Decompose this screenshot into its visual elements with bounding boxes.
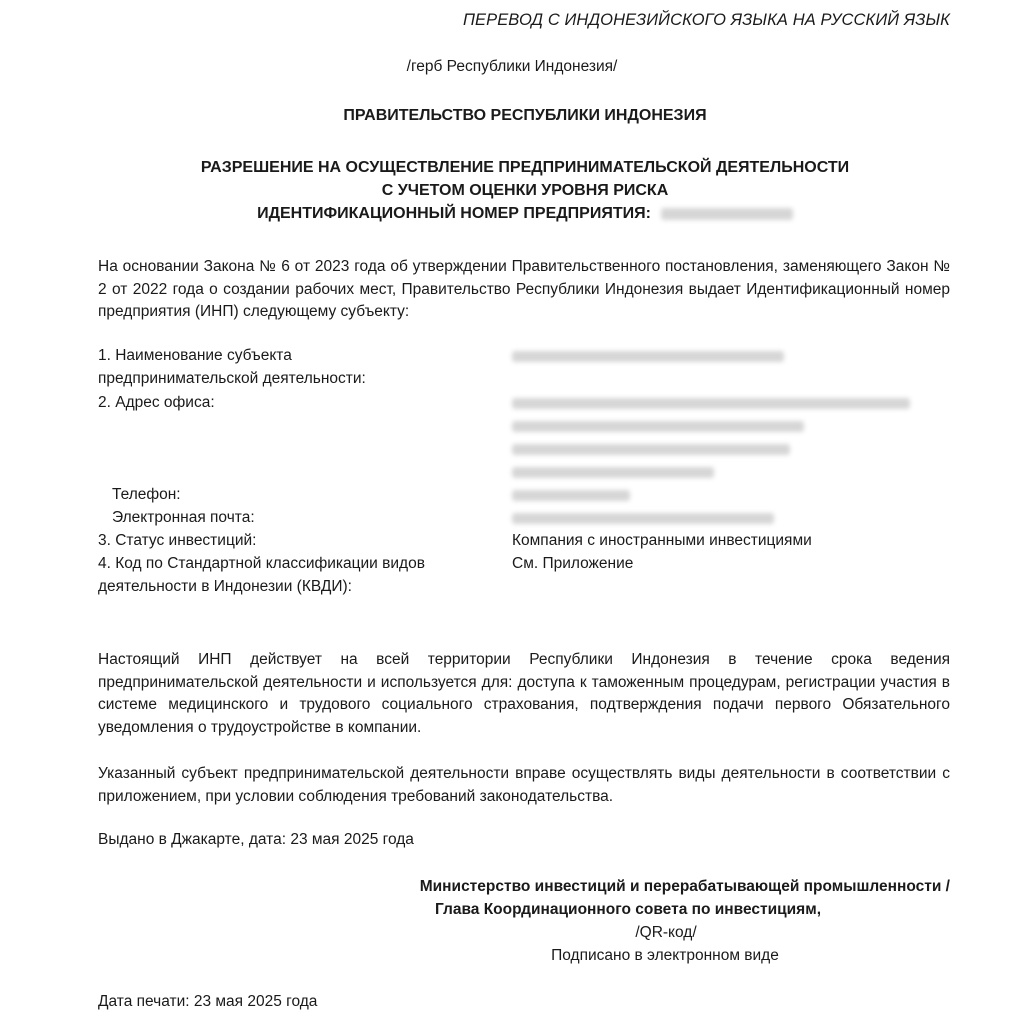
intro-paragraph: На основании Закона № 6 от 2023 года об утверждении Правительственного постановления, заменяющего Закон № 2 от 2022 года о создании рабочих мест, Правительство Республики Индонезия выдает Идентификационный номер предприятия (ИНП) следующему субъекту: <box>98 258 950 320</box>
entitlement-paragraph: Указанный субъект предпринимательской деятельности вправе осуществлять виды деятельности в соответствии с приложением, при условии соблюдения требований законодательства. <box>98 765 950 805</box>
signed-electronically: Подписано в электронном виде <box>551 947 779 964</box>
redacted-address-line-2 <box>512 421 804 432</box>
redacted-company-name <box>512 351 784 362</box>
redacted-nib <box>661 208 793 220</box>
field-address-label: 2. Адрес офиса: <box>98 394 215 411</box>
issued-date: Выдано в Джакарте, дата: 23 мая 2025 года <box>98 831 414 848</box>
permit-title-line-2: С УЧЕТОМ ОЦЕНКИ УРОВНЯ РИСКА <box>381 182 669 199</box>
nib-label: ИДЕНТИФИКАЦИОННЫЙ НОМЕР ПРЕДПРИЯТИЯ: <box>257 205 651 222</box>
print-date: Дата печати: 23 мая 2025 года <box>98 993 318 1010</box>
validity-paragraph: Настоящий ИНП действует на всей территории Республики Индонезия в течение срока ведения предпринимательской деятельности и используется для: доступа к таможенным процедурам, регистрации участия в системе медицинского и трудового социального страхования, подтверждения подачи первого Обязательного уведомления о трудоустройстве в компании. <box>98 651 950 736</box>
field-kbli-label-1: 4. Код по Стандартной классификации видов <box>98 555 425 572</box>
redacted-address-line-4 <box>512 467 714 478</box>
redacted-address-line-3 <box>512 444 790 455</box>
permit-title <box>0 156 1024 225</box>
field-phone-label: Телефон: <box>112 486 181 503</box>
redacted-address-line-1 <box>512 398 910 409</box>
qr-code-note: /QR-код/ <box>635 924 697 941</box>
field-email-label: Электронная почта: <box>112 509 255 526</box>
nib-line <box>257 202 793 225</box>
signature-ministry: Министерство инвестиций и перерабатывающей промышленности / <box>419 878 950 895</box>
emblem-note: /герб Республики Индонезия/ <box>406 58 618 75</box>
field-kbli-value: См. Приложение <box>512 555 634 572</box>
permit-title-line-1: РАЗРЕШЕНИЕ НА ОСУЩЕСТВЛЕНИЕ ПРЕДПРИНИМАТЕЛЬСКОЙ ДЕЯТЕЛЬНОСТИ <box>200 159 850 176</box>
signature-head: Глава Координационного совета по инвестициям, <box>434 901 822 918</box>
field-name-label-1: 1. Наименование субъекта <box>98 347 292 364</box>
field-investment-value: Компания с иностранными инвестициями <box>512 532 812 549</box>
field-kbli-label-2: деятельности в Индонезии (КВДИ): <box>98 578 352 595</box>
redacted-phone <box>512 490 630 501</box>
field-name-label-2: предпринимательской деятельности: <box>98 370 366 387</box>
field-investment-label: 3. Статус инвестиций: <box>98 532 257 549</box>
translation-note: ПЕРЕВОД С ИНДОНЕЗИЙСКОГО ЯЗЫКА НА РУССКИЙ ЯЗЫК <box>462 11 950 29</box>
redacted-email <box>512 513 774 524</box>
government-title: ПРАВИТЕЛЬСТВО РЕСПУБЛИКИ ИНДОНЕЗИЯ <box>343 107 707 124</box>
